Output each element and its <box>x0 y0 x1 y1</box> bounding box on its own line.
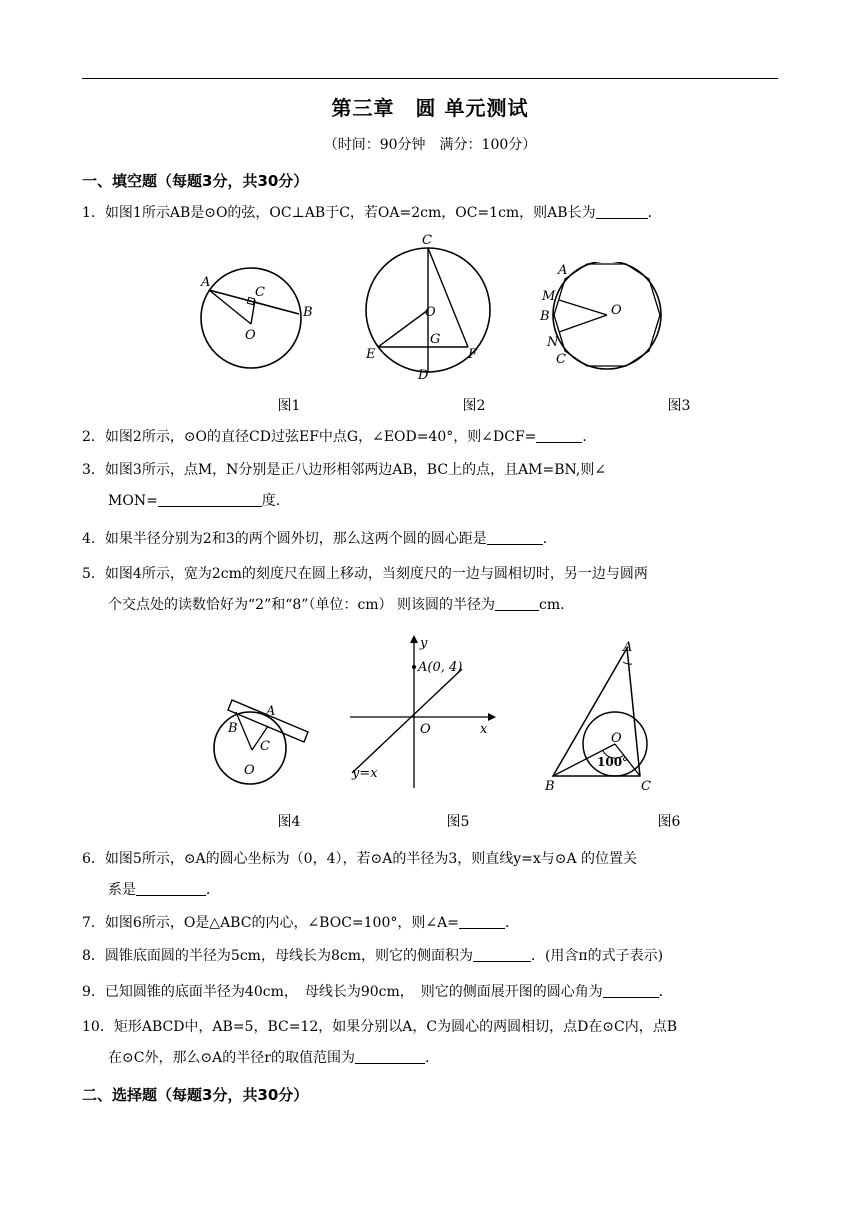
answer-blank[interactable] <box>459 912 505 929</box>
fig6-label-b: B <box>545 779 555 794</box>
question-10: 10．矩形ABCD中，AB=5，BC=12，如果分别以A，C为圆心的两圆相切，点D在⊙C内，点B 在⊙C外，那么⊙A的半径r的取值范围为 ． <box>82 1019 678 1066</box>
fig3-segment-on <box>559 315 607 332</box>
figure-4 <box>210 690 320 795</box>
fig6-label-o: O <box>611 731 622 746</box>
figure-5 <box>346 633 496 793</box>
fig6-label-a: A <box>623 640 633 655</box>
answer-blank[interactable] <box>473 945 531 962</box>
fig1-label-o: O <box>245 328 256 343</box>
section-heading-multiple-choice: 二、选择题（每题3分，共30分） <box>82 1086 309 1104</box>
question-1: 1．如图1所示AB是⊙O的弦，OC⊥AB于C，若OA=2cm，OC=1cm，则AB长为 ． <box>82 198 782 229</box>
fig3-label-a: A <box>558 263 568 278</box>
fig6-label-c: C <box>641 779 651 794</box>
question-7: 7．如图6所示，O是△ABC的内心，∠BOC=100°，则∠A= ． <box>82 908 782 939</box>
fig3-caption: 图3 <box>667 398 691 414</box>
section-heading-fill-in: 一、填空题（每题3分，共30分） <box>82 172 309 190</box>
question-5: 5．如图4所示，宽为2cm的刻度尺在圆上移动，当刻度尺的一边与圆相切时，另一边与圆两 个交点处的读数恰好为“2”和“8”（单位：cm） 则该圆的半径为 cm. <box>82 566 648 613</box>
answer-blank[interactable] <box>596 202 648 219</box>
fig2-label-g: G <box>430 332 441 347</box>
answer-blank[interactable] <box>487 528 543 545</box>
question-9: 9．已知圆锥的底面半径为40cm， 母线长为90cm， 则它的侧面展开图的圆心角为 ． <box>82 977 782 1008</box>
fig4-caption: 图4 <box>277 814 301 830</box>
figure-6 <box>545 636 670 796</box>
fig2-label-d: D <box>418 368 429 382</box>
answer-blank[interactable] <box>136 879 206 896</box>
fig6-angle-a-arc <box>623 662 632 664</box>
header-rule <box>82 78 778 79</box>
figure-1 <box>195 262 325 382</box>
fig5-caption: 图5 <box>446 814 470 830</box>
fig2-segment-oe <box>378 310 428 347</box>
page-subtitle: （时间：90分钟 满分：100分） <box>323 137 537 153</box>
fig4-label-a: A <box>266 704 276 719</box>
figure-2 <box>360 232 500 382</box>
fig5-label-x: x <box>480 722 488 737</box>
answer-blank[interactable] <box>536 426 582 443</box>
fig5-line-y-eq-x <box>352 669 462 773</box>
fig4-label-b: B <box>228 721 238 736</box>
fig2-label-e: E <box>366 347 376 362</box>
answer-blank[interactable] <box>158 490 262 507</box>
fig5-label-o: O <box>420 722 431 737</box>
page-title: 第三章 圆 单元测试 <box>331 96 529 120</box>
answer-blank[interactable] <box>603 981 659 998</box>
question-6: 6．如图5所示，⊙A的圆心坐标为（0，4），若⊙A的半径为3，则直线y=x与⊙A 的位置关 系是 ． <box>82 851 638 898</box>
question-8: 8．圆锥底面圆的半径为5cm，母线长为8cm，则它的侧面积为 ．(用含π的式子表示) <box>82 941 782 972</box>
fig6-label-angle: 100° <box>597 755 629 769</box>
fig5-point-a <box>412 665 416 669</box>
fig5-label-line: y=x <box>352 766 378 781</box>
fig5-label-y: y <box>420 636 428 651</box>
fig2-label-f: F <box>468 347 478 362</box>
fig1-label-a: A <box>201 275 211 290</box>
fig4-segment-ob <box>236 712 252 750</box>
fig1-label-b: B <box>303 305 313 320</box>
question-4: 4．如果半径分别为2和3的两个圆外切，那么这两个圆的圆心距是 ． <box>82 524 782 555</box>
fig4-label-c: C <box>260 739 270 754</box>
fig5-x-arrow <box>488 713 496 721</box>
fig1-circle <box>201 268 301 368</box>
fig1-caption: 图1 <box>277 398 301 414</box>
fig3-label-b: B <box>540 309 550 324</box>
fig3-label-o: O <box>611 303 622 318</box>
fig3-label-c: C <box>556 352 566 367</box>
fig2-caption: 图2 <box>462 398 486 414</box>
fig2-label-o: O <box>425 305 436 320</box>
fig4-label-o: O <box>244 763 255 778</box>
fig5-y-arrow <box>410 635 418 643</box>
fig3-label-m: M <box>542 289 556 304</box>
figure-3 <box>536 262 666 382</box>
question-3: 3．如图3所示，点M，N分别是正八边形相邻两边AB，BC上的点，且AM=BN,则∠ MON= 度. <box>82 462 607 509</box>
fig5-label-a: A(0, 4) <box>418 660 463 675</box>
fig2-label-c: C <box>422 233 432 248</box>
fig1-label-c: C <box>255 285 265 300</box>
fig6-caption: 图6 <box>657 814 681 830</box>
answer-blank[interactable] <box>355 1047 425 1064</box>
fig3-segment-om <box>559 300 607 315</box>
answer-blank[interactable] <box>495 594 539 611</box>
question-2: 2．如图2所示，⊙O的直径CD过弦EF中点G，∠EOD=40°，则∠DCF= ． <box>82 422 782 453</box>
fig3-label-n: N <box>547 335 559 350</box>
